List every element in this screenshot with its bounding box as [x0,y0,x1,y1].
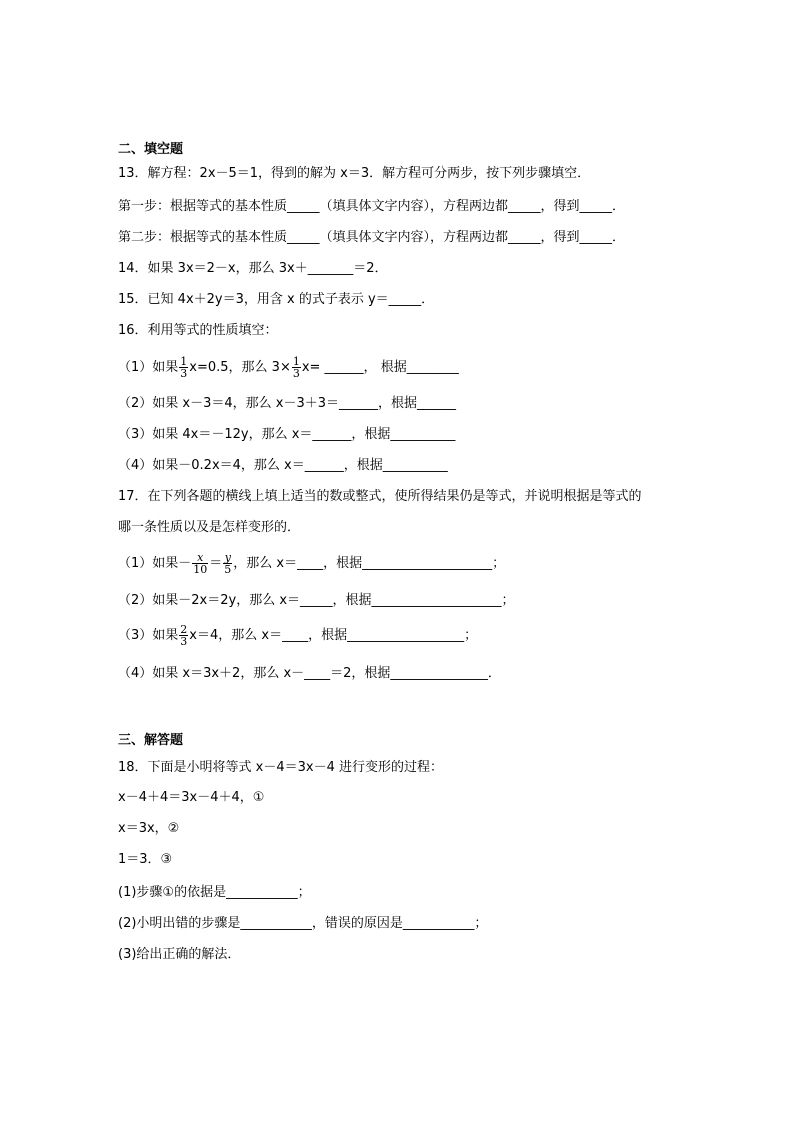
question-17-stem-line-2: 哪一条性质以及是怎样变形的． [118,520,301,535]
fraction-x-over-10 [192,552,208,575]
q17-p1-text-a: （1）如果－ [118,556,192,571]
question-17-part-3 [118,622,477,650]
question-16-part-1 [118,354,459,382]
fraction-denominator: 5 [224,563,232,576]
question-18-sub-3: (3)给出正确的解法． [118,947,241,962]
question-18-line-1: x－4＋4＝3x－4＋4，① [118,790,265,805]
question-17-part-4: （4）如果 x＝3x＋2，那么 x－____＝2，根据_______________． [118,666,501,681]
question-17-part-1 [118,550,505,578]
fraction-denominator: 10 [193,563,208,576]
q16-p1-text-b: x=0.5，那么 3× [189,360,291,375]
fraction-denominator: 3 [292,367,300,380]
question-16-part-3: （3）如果 4x＝－12y，那么 x＝______，根据__________ [118,427,456,442]
question-17-part-2: （2）如果－2x＝2y，那么 x＝_____，根据____________________； [118,593,515,608]
fraction-numerator: 2 [180,623,188,636]
question-16-part-2: （2）如果 x－3＝4，那么 x－3＋3＝______，根据______ [118,396,457,411]
question-18-sub-1: (1)步骤①的依据是___________； [118,885,311,900]
fraction-one-third [179,356,188,379]
fraction-y-over-5 [223,552,232,575]
question-18-sub-2: (2)小明出错的步骤是___________，错误的原因是___________； [118,916,488,931]
question-15: 15．已知 4x＋2y＝3，用含 x 的式子表示 y＝_____． [118,292,435,307]
fraction-denominator: 3 [180,635,188,648]
section-2-title: 二、填空题 [118,142,184,157]
question-17-stem-line-1: 17．在下列各题的横线上填上适当的数或整式，使所得结果仍是等式，并说明根据是等式的 [118,489,642,504]
q17-p3-text-a: （3）如果 [118,628,179,643]
question-13-step-2: 第二步：根据等式的基本性质_____（填具体文字内容），方程两边都_____，得到_____． [118,230,626,245]
question-16-part-4: （4）如果－0.2x＝4，那么 x＝______，根据__________ [118,458,448,473]
question-18-line-2: x＝3x，② [118,821,180,836]
question-18-stem: 18．下面是小明将等式 x－4＝3x－4 进行变形的过程： [118,760,444,775]
fraction-numerator: 1 [180,355,188,368]
fraction-numerator: 1 [292,355,300,368]
question-13-step-1: 第一步：根据等式的基本性质_____（填具体文字内容），方程两边都_____，得到_____． [118,199,626,214]
q17-p1-text-c: ，那么 x＝____，根据____________________； [233,556,506,571]
q17-p1-equals: ＝ [209,556,223,571]
question-16-stem: 16．利用等式的性质填空： [118,323,278,338]
question-13-stem: 13．解方程：2x－5＝1，得到的解为 x＝3．解方程可分两步，按下列步骤填空． [118,166,591,181]
q17-p3-text-c: x＝4，那么 x＝____，根据__________________； [189,628,478,643]
fraction-one-third-2 [292,356,301,379]
fraction-numerator: x [192,552,208,564]
fraction-numerator: y [224,551,231,564]
q16-p1-text-a: （1）如果 [118,360,179,375]
fraction-denominator: 3 [180,367,188,380]
q16-p1-text-c: x= ______， 根据________ [301,360,459,375]
fraction-two-thirds [179,624,188,647]
question-14: 14．如果 3x＝2－x，那么 3x＋_______＝2． [118,261,388,276]
section-3-title: 三、解答题 [118,733,184,748]
question-18-line-3: 1＝3．③ [118,852,173,867]
